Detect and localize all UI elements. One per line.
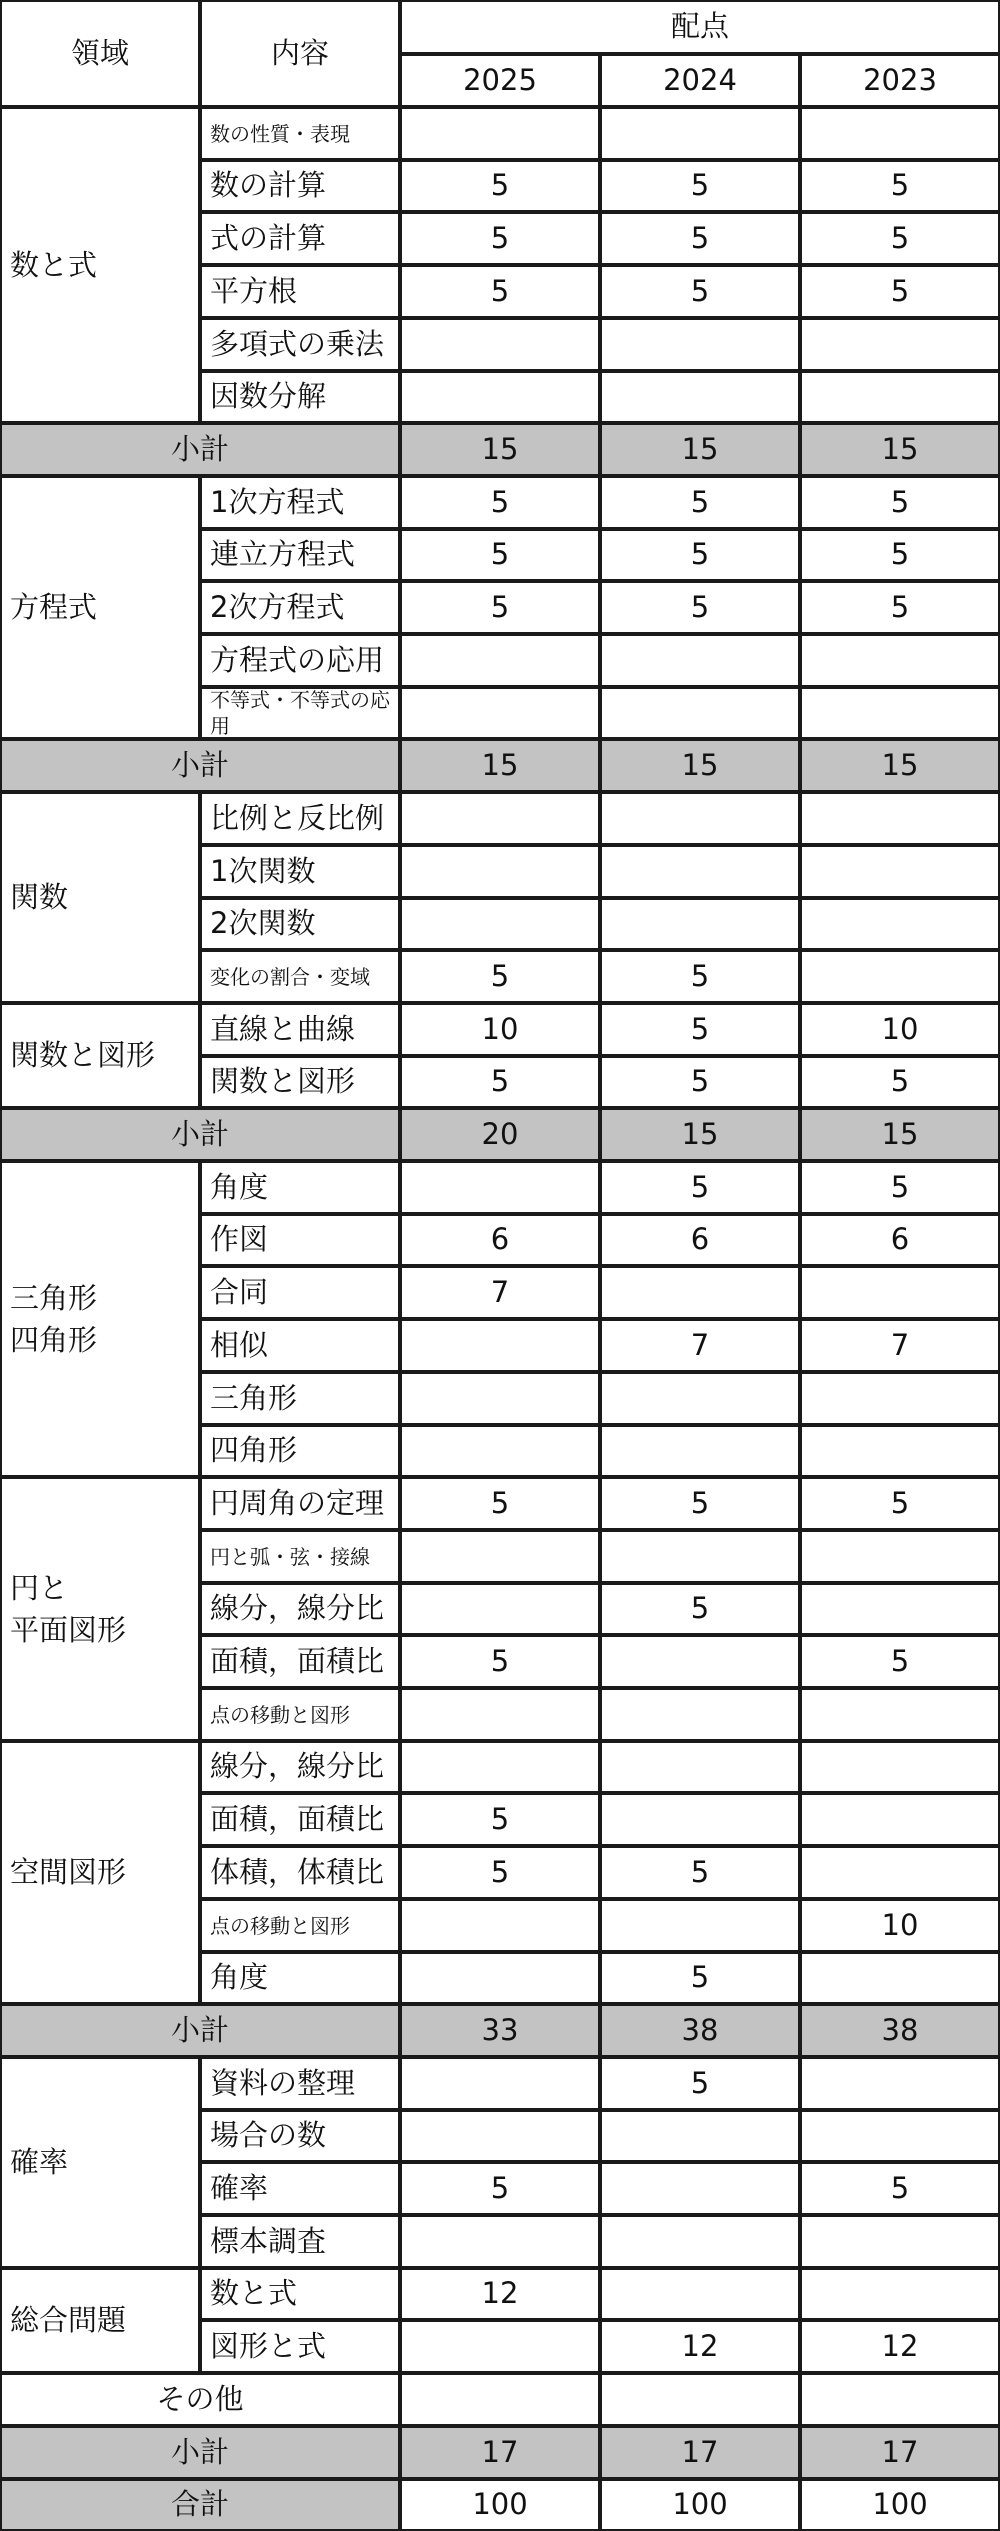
content-cell: その他 xyxy=(0,2373,400,2426)
content-cell: 線分，線分比 xyxy=(200,1741,400,1793)
content-cell: 作図 xyxy=(200,1214,400,1266)
total-label: 合計 xyxy=(0,2479,400,2531)
score-cell xyxy=(600,687,800,739)
score-cell xyxy=(800,1741,1000,1793)
score-cell xyxy=(800,371,1000,423)
score-cell xyxy=(400,2110,600,2162)
score-cell: 10 xyxy=(800,1003,1000,1056)
content-header: 内容 xyxy=(200,0,400,107)
score-cell: 15 xyxy=(600,423,800,476)
score-cell xyxy=(600,1793,800,1846)
score-cell: 12 xyxy=(400,2268,600,2320)
score-cell: 5 xyxy=(600,1952,800,2004)
score-cell: 15 xyxy=(600,1108,800,1161)
score-cell xyxy=(800,1425,1000,1477)
score-cell xyxy=(600,318,800,371)
score-cell xyxy=(800,687,1000,739)
score-cell: 15 xyxy=(400,739,600,792)
score-cell: 5 xyxy=(600,1583,800,1635)
score-cell: 5 xyxy=(600,529,800,581)
score-cell xyxy=(400,1425,600,1477)
score-cell: 5 xyxy=(800,529,1000,581)
score-cell xyxy=(600,1425,800,1477)
content-cell: 不等式・不等式の応用 xyxy=(200,687,400,739)
content-cell: 比例と反比例 xyxy=(200,792,400,845)
score-cell: 15 xyxy=(800,423,1000,476)
score-cell xyxy=(800,634,1000,687)
score-cell: 5 xyxy=(600,2057,800,2110)
score-cell xyxy=(800,1372,1000,1425)
content-cell: 点の移動と図形 xyxy=(200,1899,400,1952)
content-cell: 四角形 xyxy=(200,1425,400,1477)
score-cell xyxy=(400,1161,600,1214)
year-header-2023: 2023 xyxy=(800,54,1000,107)
domain-header: 領域 xyxy=(0,0,200,107)
score-cell: 5 xyxy=(800,2162,1000,2215)
score-cell: 5 xyxy=(400,529,600,581)
score-cell xyxy=(800,1952,1000,2004)
content-cell: 数の計算 xyxy=(200,160,400,212)
score-cell xyxy=(800,2268,1000,2320)
score-cell: 5 xyxy=(400,1793,600,1846)
score-cell xyxy=(800,1688,1000,1741)
score-cell: 7 xyxy=(600,1319,800,1372)
score-cell: 10 xyxy=(800,1899,1000,1952)
score-cell: 5 xyxy=(400,1846,600,1899)
score-cell xyxy=(400,2057,600,2110)
score-cell: 7 xyxy=(800,1319,1000,1372)
points-header: 配点 xyxy=(400,0,1000,54)
score-cell xyxy=(400,687,600,739)
score-cell xyxy=(600,898,800,950)
content-cell: 関数と図形 xyxy=(200,1056,400,1108)
score-cell: 38 xyxy=(800,2004,1000,2057)
score-cell: 5 xyxy=(600,265,800,318)
score-cell xyxy=(400,898,600,950)
score-cell: 5 xyxy=(400,1477,600,1530)
score-cell: 5 xyxy=(800,581,1000,634)
score-cell xyxy=(800,2215,1000,2268)
score-cell xyxy=(400,1741,600,1793)
score-cell xyxy=(400,845,600,898)
score-cell xyxy=(600,1635,800,1688)
score-cell: 6 xyxy=(400,1214,600,1266)
score-cell xyxy=(800,845,1000,898)
score-cell: 33 xyxy=(400,2004,600,2057)
score-cell: 5 xyxy=(400,160,600,212)
score-cell: 5 xyxy=(800,1477,1000,1530)
score-cell xyxy=(600,845,800,898)
domain-cell: 空間図形 xyxy=(0,1741,200,2004)
score-cell xyxy=(400,107,600,160)
score-cell xyxy=(800,2373,1000,2426)
domain-cell: 三角形 四角形 xyxy=(0,1161,200,1477)
score-cell: 20 xyxy=(400,1108,600,1161)
score-cell xyxy=(800,950,1000,1003)
score-cell: 5 xyxy=(400,212,600,265)
score-cell xyxy=(400,634,600,687)
score-cell: 15 xyxy=(600,739,800,792)
content-cell: 図形と式 xyxy=(200,2320,400,2373)
score-cell: 38 xyxy=(600,2004,800,2057)
content-cell: 合同 xyxy=(200,1266,400,1319)
score-cell: 6 xyxy=(600,1214,800,1266)
score-cell xyxy=(600,1899,800,1952)
content-cell: 数と式 xyxy=(200,2268,400,2320)
content-cell: 線分，線分比 xyxy=(200,1583,400,1635)
score-cell: 5 xyxy=(400,2162,600,2215)
content-cell: 2次方程式 xyxy=(200,581,400,634)
score-cell xyxy=(600,1688,800,1741)
content-cell: 標本調査 xyxy=(200,2215,400,2268)
score-cell xyxy=(400,1319,600,1372)
subtotal-label: 小計 xyxy=(0,2426,400,2479)
content-cell: 場合の数 xyxy=(200,2110,400,2162)
content-cell: 相似 xyxy=(200,1319,400,1372)
content-cell: 角度 xyxy=(200,1161,400,1214)
content-cell: 円周角の定理 xyxy=(200,1477,400,1530)
score-cell: 5 xyxy=(800,212,1000,265)
content-cell: 資料の整理 xyxy=(200,2057,400,2110)
score-cell: 15 xyxy=(800,1108,1000,1161)
domain-cell: 関数 xyxy=(0,792,200,1003)
score-cell: 5 xyxy=(800,265,1000,318)
content-cell: 面積，面積比 xyxy=(200,1635,400,1688)
score-cell: 100 xyxy=(600,2479,800,2531)
score-cell xyxy=(800,2110,1000,2162)
score-cell xyxy=(600,634,800,687)
score-cell xyxy=(400,1372,600,1425)
score-cell: 5 xyxy=(600,1846,800,1899)
score-cell xyxy=(400,1899,600,1952)
score-cell xyxy=(600,792,800,845)
score-cell xyxy=(800,898,1000,950)
content-cell: 1次方程式 xyxy=(200,476,400,529)
score-cell: 5 xyxy=(600,1003,800,1056)
score-cell: 5 xyxy=(800,1056,1000,1108)
content-cell: 確率 xyxy=(200,2162,400,2215)
content-cell: 式の計算 xyxy=(200,212,400,265)
score-cell xyxy=(600,1266,800,1319)
score-cell: 5 xyxy=(400,1056,600,1108)
score-cell xyxy=(800,318,1000,371)
score-cell: 5 xyxy=(600,1161,800,1214)
score-cell xyxy=(400,1952,600,2004)
year-header-2024: 2024 xyxy=(600,54,800,107)
content-cell: 三角形 xyxy=(200,1372,400,1425)
score-cell: 17 xyxy=(600,2426,800,2479)
score-cell xyxy=(800,107,1000,160)
score-cell xyxy=(400,371,600,423)
domain-cell: 関数と図形 xyxy=(0,1003,200,1108)
content-cell: 連立方程式 xyxy=(200,529,400,581)
score-cell xyxy=(400,2373,600,2426)
score-cell xyxy=(800,2057,1000,2110)
score-cell xyxy=(400,1688,600,1741)
content-cell: 体積，体積比 xyxy=(200,1846,400,1899)
content-cell: 因数分解 xyxy=(200,371,400,423)
score-cell xyxy=(600,2215,800,2268)
domain-cell: 円と 平面図形 xyxy=(0,1477,200,1741)
score-cell xyxy=(800,1530,1000,1583)
score-cell: 5 xyxy=(600,581,800,634)
score-cell: 5 xyxy=(600,476,800,529)
score-cell: 5 xyxy=(600,160,800,212)
score-cell: 5 xyxy=(400,950,600,1003)
domain-cell: 方程式 xyxy=(0,476,200,739)
score-cell: 5 xyxy=(400,1635,600,1688)
content-cell: 角度 xyxy=(200,1952,400,2004)
score-cell: 12 xyxy=(600,2320,800,2373)
content-cell: 多項式の乗法 xyxy=(200,318,400,371)
content-cell: 1次関数 xyxy=(200,845,400,898)
score-cell xyxy=(600,1741,800,1793)
score-cell: 15 xyxy=(800,739,1000,792)
score-cell xyxy=(600,2373,800,2426)
score-cell: 6 xyxy=(800,1214,1000,1266)
score-cell xyxy=(600,2110,800,2162)
score-cell: 5 xyxy=(600,1056,800,1108)
score-cell: 5 xyxy=(800,1635,1000,1688)
score-cell: 17 xyxy=(400,2426,600,2479)
score-cell xyxy=(800,1266,1000,1319)
content-cell: 点の移動と図形 xyxy=(200,1688,400,1741)
score-cell xyxy=(800,1583,1000,1635)
content-cell: 数の性質・表現 xyxy=(200,107,400,160)
score-cell xyxy=(600,1372,800,1425)
score-cell xyxy=(600,2268,800,2320)
content-cell: 変化の割合・変域 xyxy=(200,950,400,1003)
score-cell xyxy=(400,792,600,845)
score-cell: 5 xyxy=(400,476,600,529)
score-cell: 15 xyxy=(400,423,600,476)
subtotal-label: 小計 xyxy=(0,423,400,476)
content-cell: 平方根 xyxy=(200,265,400,318)
score-cell xyxy=(400,2320,600,2373)
score-cell: 100 xyxy=(800,2479,1000,2531)
score-cell xyxy=(600,371,800,423)
domain-cell: 確率 xyxy=(0,2057,200,2268)
score-cell: 5 xyxy=(600,1477,800,1530)
score-cell: 5 xyxy=(800,160,1000,212)
score-cell: 5 xyxy=(800,476,1000,529)
subtotal-label: 小計 xyxy=(0,739,400,792)
score-cell xyxy=(400,1530,600,1583)
content-cell: 直線と曲線 xyxy=(200,1003,400,1056)
score-cell xyxy=(800,792,1000,845)
score-cell xyxy=(800,1846,1000,1899)
score-cell: 5 xyxy=(800,1161,1000,1214)
score-cell xyxy=(600,2162,800,2215)
content-cell: 面積，面積比 xyxy=(200,1793,400,1846)
score-cell: 12 xyxy=(800,2320,1000,2373)
score-cell xyxy=(800,1793,1000,1846)
score-cell: 100 xyxy=(400,2479,600,2531)
score-cell: 10 xyxy=(400,1003,600,1056)
score-cell: 7 xyxy=(400,1266,600,1319)
score-cell xyxy=(400,2215,600,2268)
content-cell: 円と弧・弦・接線 xyxy=(200,1530,400,1583)
content-cell: 2次関数 xyxy=(200,898,400,950)
score-cell xyxy=(400,318,600,371)
score-cell: 17 xyxy=(800,2426,1000,2479)
domain-cell: 数と式 xyxy=(0,107,200,423)
score-cell: 5 xyxy=(600,212,800,265)
year-header-2025: 2025 xyxy=(400,54,600,107)
domain-cell: 総合問題 xyxy=(0,2268,200,2373)
score-cell xyxy=(600,107,800,160)
score-cell: 5 xyxy=(600,950,800,1003)
content-cell: 方程式の応用 xyxy=(200,634,400,687)
subtotal-label: 小計 xyxy=(0,1108,400,1161)
score-cell xyxy=(600,1530,800,1583)
score-cell xyxy=(400,1583,600,1635)
subtotal-label: 小計 xyxy=(0,2004,400,2057)
score-cell: 5 xyxy=(400,265,600,318)
score-cell: 5 xyxy=(400,581,600,634)
